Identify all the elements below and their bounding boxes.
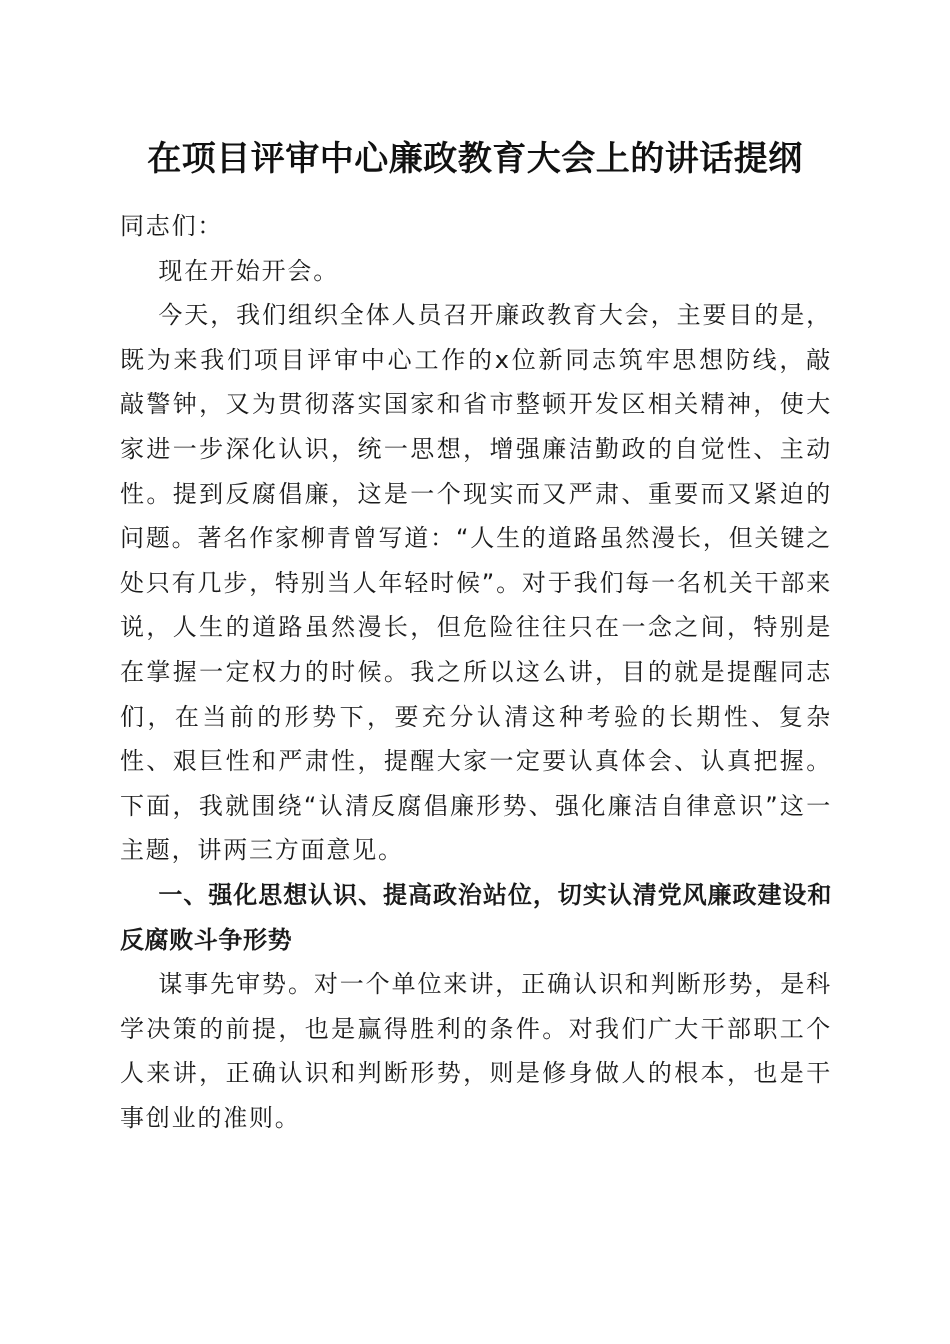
paragraph-opening: 现在开始开会。 [158,256,339,285]
paragraph-introduction: 今天，我们组织全体人员召开廉政教育大会，主要目的是，既为来我们项目评审中心工作的x位新同志筑牢思想防线，敲敲警钟，又为贯彻落实国家和省市整顿开发区相关精神，使大家进一步深化认识，统一思想，增强廉洁勤政的自觉性、主动性。提到反腐倡廉，这是一个现实而又严肃、重要而又紧迫的问题。著名作家柳青曾写道：“人生的道路虽然漫长，但关键之处只有几步，特别当人年轻时候”。对于我们每一名机关干部来说，人生的道路虽然漫长，但危险往往只在一念之间，特别是在掌握一定权力的时候。我之所以这么讲，目的就是提醒同志们，在当前的形势下，要充分认清这种考验的长期性、复杂性、艰巨性和严肃性，提醒大家一定要认真体会、认真把握。下面，我就围绕“认清反腐倡廉形势、强化廉洁自律意识”这一主题，讲两三方面意见。 [120,301,832,865]
document-title: 在项目评审中心廉政教育大会上的讲话提纲 [147,139,803,179]
section-heading-1: 一、强化思想认识、提高政治站位，切实认清党风廉政建设和反腐败斗争形势 [120,880,832,954]
salutation: 同志们： [120,212,224,240]
document-body [120,204,832,1140]
section-paragraph-1: 谋事先审势。对一个单位来讲，正确认识和判断形势，是科学决策的前提，也是赢得胜利的条件。对我们广大干部职工个人来讲，正确认识和判断形势，则是修身做人的根本，也是干事创业的准则。 [120,970,832,1132]
